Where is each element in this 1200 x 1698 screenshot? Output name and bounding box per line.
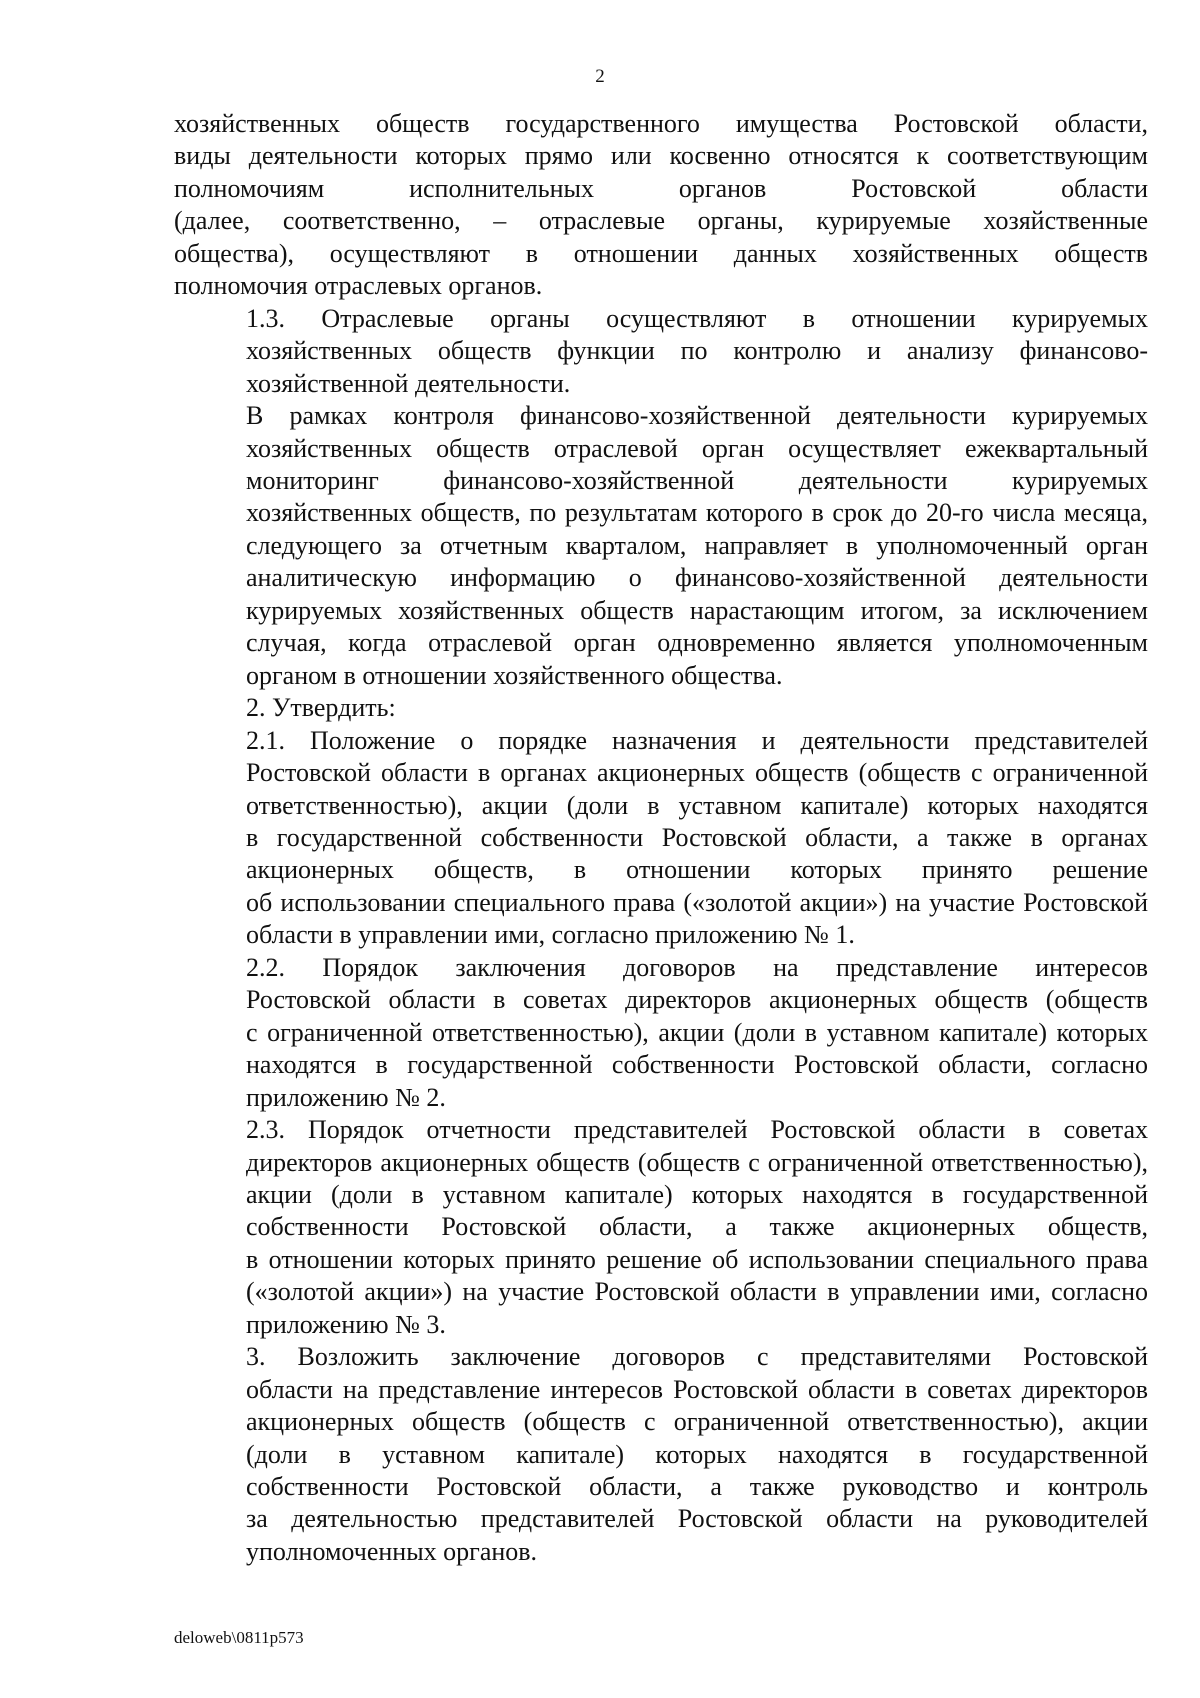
paragraph (174, 1114, 1148, 1341)
text-line: органом в отношении хозяйственного общества. (246, 660, 783, 690)
paragraph (174, 692, 1148, 724)
text-line: собственности Ростовской области, а также акционерных обществ, (246, 1212, 1148, 1242)
document-footer-id: deloweb\0811p573 (174, 1628, 304, 1647)
text-line: 2.3. Порядок отчетности представителей Ростовской области в советах (246, 1115, 1148, 1145)
page-number: 2 (595, 66, 605, 87)
text-line: хозяйственных обществ, по результатам которого в срок до 20-го числа месяца, (246, 498, 1148, 528)
text-line: 2. Утвердить: (246, 693, 396, 723)
paragraph (174, 952, 1148, 1114)
document-body (174, 108, 1148, 1568)
text-line: мониторинг финансово-хозяйственной деятельности курируемых (246, 465, 1148, 495)
text-line: области на представление интересов Ростовской области в советах директоров (246, 1374, 1148, 1404)
text-line: области в управлении ими, согласно приложению № 1. (246, 920, 855, 950)
paragraph (174, 1341, 1148, 1568)
text-line: («золотой акции») на участие Ростовской области в управлении ими, согласно (246, 1277, 1148, 1307)
text-line: приложению № 2. (246, 1082, 446, 1112)
paragraph (174, 725, 1148, 952)
text-line: 1.3. Отраслевые органы осуществляют в отношении курируемых (246, 303, 1148, 333)
text-line: акционерных обществ (обществ с ограниченной ответственностью), акции (246, 1407, 1148, 1437)
paragraph (174, 400, 1148, 692)
text-line: приложению № 3. (246, 1309, 446, 1339)
text-line: случая, когда отраслевой орган одновременно является уполномоченным (246, 628, 1148, 658)
text-line: 2.2. Порядок заключения договоров на представление интересов (246, 952, 1148, 982)
text-line: акционерных обществ, в отношении которых принято решение (246, 855, 1148, 885)
text-line: В рамках контроля финансово-хозяйственной деятельности курируемых (246, 401, 1148, 431)
paragraph (174, 108, 1148, 303)
text-line: в отношении которых принято решение об использовании специального права (246, 1244, 1148, 1274)
text-line: общества), осуществляют в отношении данных хозяйственных обществ (174, 238, 1148, 268)
text-line: хозяйственных обществ функции по контролю и анализу финансово- (246, 336, 1148, 366)
text-line: акции (доли в уставном капитале) которых находятся в государственной (246, 1179, 1148, 1209)
text-line: находятся в государственной собственности Ростовской области, согласно (246, 1050, 1148, 1080)
text-line: уполномоченных органов. (246, 1536, 538, 1566)
text-line: (доли в уставном капитале) которых находятся в государственной (246, 1439, 1148, 1469)
text-line: директоров акционерных обществ (обществ с ограниченной ответственностью), (246, 1147, 1148, 1177)
text-line: аналитическую информацию о финансово-хозяйственной деятельности (246, 563, 1148, 593)
text-line: Ростовской области в советах директоров акционерных обществ (обществ (246, 985, 1148, 1015)
text-line: хозяйственных обществ государственного имущества Ростовской области, (174, 109, 1148, 138)
text-line: в государственной собственности Ростовской области, а также в органах (246, 822, 1148, 852)
text-line: виды деятельности которых прямо или косвенно относятся к соответствующим (174, 141, 1148, 171)
text-line: 2.1. Положение о порядке назначения и деятельности представителей (246, 725, 1148, 755)
text-line: полномочия отраслевых органов. (174, 271, 543, 301)
text-line: с ограниченной ответственностью), акции (доли в уставном капитале) которых (246, 1017, 1148, 1047)
text-line: собственности Ростовской области, а также руководство и контроль (246, 1472, 1148, 1502)
text-line: ответственностью), акции (доли в уставном капитале) которых находятся (246, 790, 1148, 820)
text-line: об использовании специального права («золотой акции») на участие Ростовской (246, 887, 1148, 917)
text-line: Ростовской области в органах акционерных обществ (обществ с ограниченной (246, 758, 1148, 788)
text-line: полномочиям исполнительных органов Ростовской области (174, 173, 1148, 203)
text-line: (далее, соответственно, – отраслевые органы, курируемые хозяйственные (174, 206, 1148, 236)
paragraph (174, 303, 1148, 400)
text-line: 3. Возложить заключение договоров с представителями Ростовской (246, 1342, 1148, 1372)
text-line: следующего за отчетным кварталом, направляет в уполномоченный орган (246, 530, 1148, 560)
text-line: хозяйственной деятельности. (246, 368, 571, 398)
text-line: за деятельностью представителей Ростовской области на руководителей (246, 1504, 1148, 1534)
text-line: хозяйственных обществ отраслевой орган осуществляет ежеквартальный (246, 433, 1148, 463)
text-line: курируемых хозяйственных обществ нарастающим итогом, за исключением (246, 595, 1148, 625)
